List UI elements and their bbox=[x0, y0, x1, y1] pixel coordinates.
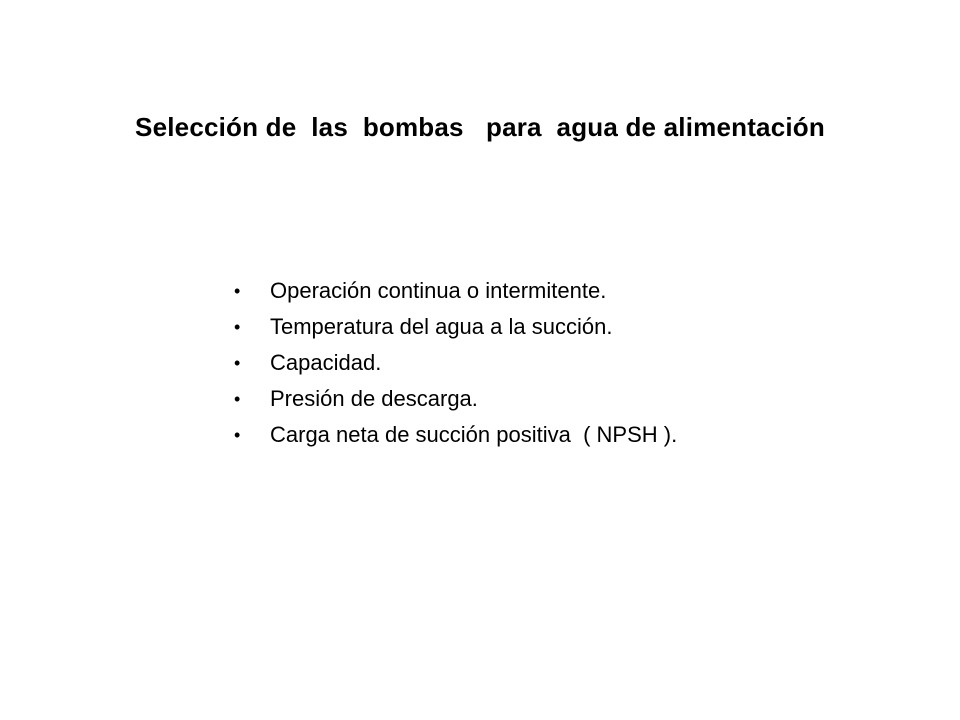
bullet-text: Carga neta de succión positiva ( NPSH ). bbox=[270, 422, 678, 447]
bullet-text: Capacidad. bbox=[270, 350, 382, 375]
list-item bbox=[234, 420, 678, 456]
list-item bbox=[234, 276, 607, 312]
bullet-text: Presión de descarga. bbox=[270, 386, 478, 411]
list-item bbox=[234, 384, 478, 420]
bullet-icon: • bbox=[234, 425, 241, 445]
bullet-text: Operación continua o intermitente. bbox=[270, 278, 607, 303]
bullet-icon: • bbox=[234, 281, 241, 301]
slide-title: Selección de las bombas para agua de alimentación bbox=[135, 112, 825, 142]
bullet-icon: • bbox=[234, 389, 241, 409]
bullet-list bbox=[234, 276, 678, 456]
list-item bbox=[234, 348, 382, 384]
bullet-icon: • bbox=[234, 317, 241, 337]
bullet-icon: • bbox=[234, 353, 241, 373]
list-item bbox=[234, 312, 613, 348]
bullet-text: Temperatura del agua a la succión. bbox=[270, 314, 613, 339]
